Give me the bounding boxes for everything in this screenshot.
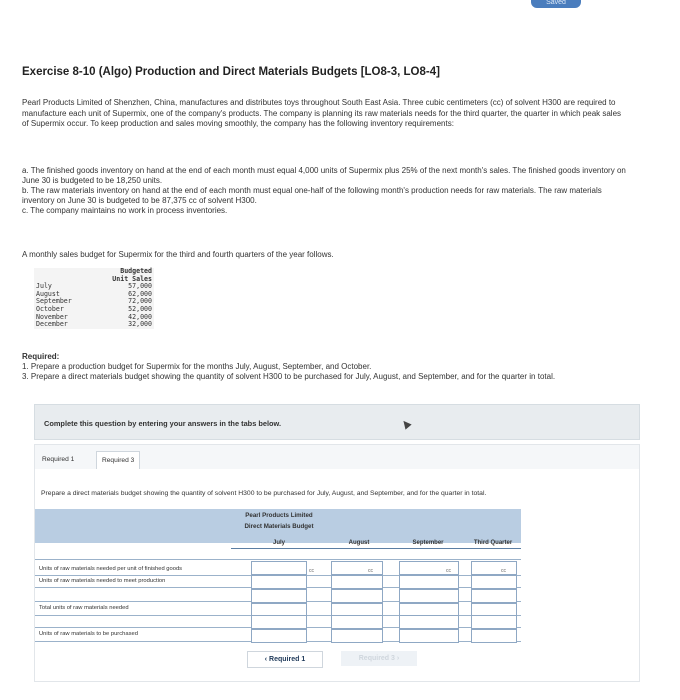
input-september-production[interactable] — [399, 575, 459, 589]
column-september: September — [412, 540, 444, 546]
inventory-requirements — [22, 166, 632, 216]
input-september-blank-2[interactable] — [399, 615, 459, 629]
required-item-3: 3. Prepare a direct materials budget showing the quantity of solvent H300 to be purchased for July, August, and September, and for the quarter in total. — [22, 372, 556, 381]
input-july-per-unit[interactable] — [251, 561, 307, 575]
row-label-total-needed: Total units of raw materials needed — [39, 605, 129, 611]
chevron-right-icon: › — [396, 655, 400, 662]
input-quarter-per-unit[interactable] — [471, 561, 517, 575]
unit-cc: cc — [309, 568, 314, 574]
sales-intro: A monthly sales budget for Supermix for the third and fourth quarters of the year follows. — [22, 250, 334, 259]
instruction-text: Complete this question by entering your answers in the tabs below. — [44, 419, 282, 428]
input-august-per-unit[interactable] — [331, 561, 383, 575]
requirement-b: b. The raw materials inventory on hand at the end of each month must equal one-half of the following month's production needs for raw materials. The raw materials inventory on June 30 is budgeted to be 87,375 cc of solvent H300. — [22, 186, 602, 205]
sales-header-1: Budgeted — [120, 267, 152, 275]
input-august-production[interactable] — [331, 575, 383, 589]
tab-required-1[interactable]: Required 1 — [42, 456, 75, 463]
tab-bar — [35, 445, 639, 469]
sales-units: 52,000 — [128, 304, 152, 313]
prev-button-label: Required 1 — [269, 656, 306, 663]
sales-month: October — [36, 304, 64, 313]
sales-month: July — [36, 282, 52, 291]
next-required-3-button[interactable] — [341, 651, 417, 666]
exercise-intro: Pearl Products Limited of Shenzhen, China, manufactures and distributes toys throughout South East Asia. Three cubic centimeters (cc) of solvent H300 are required to manufacture each unit of Supermix, one of the company's products. The company is planning its raw materials needs for the third quarter, the quarter in which peak sales of Supermix occur. To keep production and sales moving smoothly, the company has the following inventory requirements: — [22, 98, 622, 129]
budget-title: Direct Materials Budget — [244, 523, 314, 530]
input-quarter-blank-2[interactable] — [471, 615, 517, 629]
row-separator — [35, 559, 521, 560]
input-quarter-production[interactable] — [471, 575, 517, 589]
unit-cc: cc — [501, 568, 506, 574]
sales-units: 57,000 — [128, 282, 152, 291]
sales-units: 62,000 — [128, 289, 152, 298]
tab-required-3[interactable]: Required 3 — [96, 451, 140, 469]
required-item-1: 1. Prepare a production budget for Supermix for the months July, August, September, and October. — [22, 362, 372, 371]
next-button-label: Required 3 — [358, 655, 395, 662]
requirement-c: c. The company maintains no work in process inventories. — [22, 206, 228, 215]
input-july-blank-1[interactable] — [251, 589, 307, 603]
sales-units: 32,000 — [128, 320, 152, 329]
tab-prompt: Prepare a direct materials budget showing the quantity of solvent H300 to be purchased for July, August, and September, and for the quarter in total. — [41, 490, 487, 497]
input-september-blank-1[interactable] — [399, 589, 459, 603]
input-august-blank-1[interactable] — [331, 589, 383, 603]
input-july-blank-2[interactable] — [251, 615, 307, 629]
column-july: July — [272, 540, 285, 546]
answer-panel — [34, 444, 640, 682]
input-july-production[interactable] — [251, 575, 307, 589]
exercise-title: Exercise 8-10 (Algo) Production and Direct Materials Budgets [LO8-3, LO8-4] — [22, 66, 440, 78]
input-quarter-purchase[interactable] — [471, 629, 517, 643]
sales-units: 72,000 — [128, 297, 152, 306]
row-label-per-unit: Units of raw materials needed per unit of finished goods — [39, 566, 183, 572]
input-july-purchase[interactable] — [251, 629, 307, 643]
required-heading: Required: — [22, 352, 60, 361]
input-september-purchase[interactable] — [399, 629, 459, 643]
chevron-left-icon: ‹ — [264, 656, 268, 663]
unit-cc: cc — [368, 568, 373, 574]
instruction-bar — [34, 404, 640, 440]
input-august-purchase[interactable] — [331, 629, 383, 643]
column-august: August — [348, 540, 370, 546]
unit-cc: cc — [446, 568, 451, 574]
column-third-quarter: Third Quarter — [473, 540, 513, 546]
requirement-a: a. The finished goods inventory on hand at the end of each month must equal 4,000 units of Supermix plus 25% of the next month's sales. The finished goods inventory on June 30 is budgeted to be 18,250 units. — [22, 166, 626, 185]
header-divider — [231, 548, 521, 549]
sales-budget-table — [34, 268, 154, 329]
sales-units: 42,000 — [128, 312, 152, 321]
sales-month: August — [36, 289, 60, 298]
row-label-to-purchase: Units of raw materials to be purchased — [39, 631, 138, 637]
sales-month: September — [36, 297, 72, 306]
table-row — [34, 321, 154, 329]
sales-month: December — [36, 320, 68, 329]
input-august-blank-2[interactable] — [331, 615, 383, 629]
sales-month: November — [36, 312, 68, 321]
input-quarter-blank-1[interactable] — [471, 589, 517, 603]
sales-header-2: Unit Sales — [112, 274, 152, 283]
required-section — [22, 352, 632, 382]
row-label-production-needs: Units of raw materials needed to meet production — [39, 578, 166, 584]
budget-company: Pearl Products Limited — [245, 512, 313, 519]
prev-required-1-button[interactable] — [247, 651, 323, 668]
saved-status-badge: Saved — [531, 0, 581, 8]
